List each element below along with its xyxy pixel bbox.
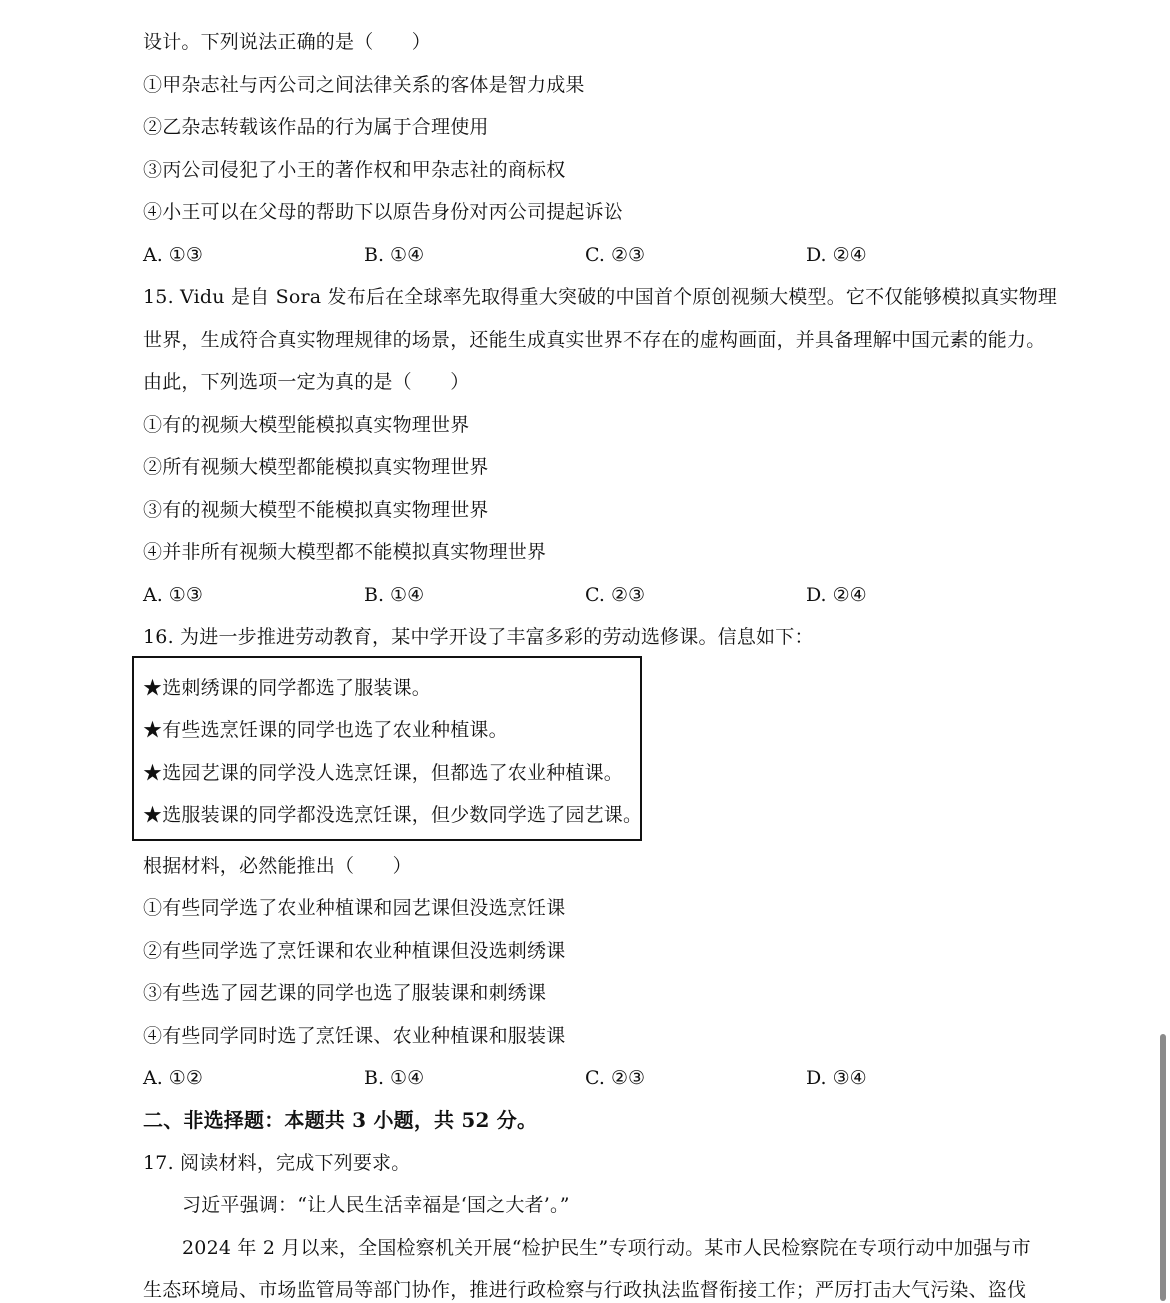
q16-box-item-3: ★选园艺课的同学没人选烹饪课，但都选了农业种植课。 [143,762,624,784]
vertical-scrollbar[interactable] [1156,0,1170,1301]
q15-item-4: ④并非所有视频大模型都不能模拟真实物理世界 [143,541,547,563]
q16-item-3: ③有些选了园艺课的同学也选了服装课和刺绣课 [143,982,547,1004]
q14-option-c: C. ②③ [585,244,646,266]
section-2-title: 二、非选择题：本题共 3 小题，共 52 分。 [143,1108,538,1132]
q14-stem-tail: 设计。下列说法正确的是（ ） [143,31,432,53]
q16-item-2: ②有些同学选了烹饪课和农业种植课但没选刺绣课 [143,940,566,962]
q15-item-1: ①有的视频大模型能模拟真实物理世界 [143,414,470,436]
q15-stem-line-3: 由此，下列选项一定为真的是（ ） [143,371,470,393]
q15-stem-line-1: 15. Vidu 是自 Sora 发布后在全球率先取得重大突破的中国首个原创视频大模型。它不仅能够模拟真实物理 [143,286,1058,308]
q16-option-b: B. ①④ [364,1067,425,1089]
q14-option-a: A. ①③ [143,244,203,266]
q16-option-a: A. ①② [143,1067,203,1089]
q16-box-item-4: ★选服装课的同学都没选烹饪课，但少数同学选了园艺课。 [143,804,643,826]
q16-question: 根据材料，必然能推出（ ） [143,855,412,877]
q16-box-item-2: ★有些选烹饪课的同学也选了农业种植课。 [143,719,508,741]
q15-option-c: C. ②③ [585,584,646,606]
q15-option-b: B. ①④ [364,584,425,606]
q14-item-1: ①甲杂志社与丙公司之间法律关系的客体是智力成果 [143,74,585,96]
scrollbar-thumb[interactable] [1160,1034,1166,1301]
q17-quote: 习近平强调：“让人民生活幸福是‘国之大者’。” [182,1194,570,1216]
q16-item-4: ④有些同学同时选了烹饪课、农业种植课和服装课 [143,1025,566,1047]
q15-stem-line-2: 世界，生成符合真实物理规律的场景，还能生成真实世界不存在的虚构画面，并具备理解中国元素的能力。 [143,329,1046,351]
q16-option-d: D. ③④ [806,1067,867,1089]
q16-item-1: ①有些同学选了农业种植课和园艺课但没选烹饪课 [143,897,566,919]
q14-option-d: D. ②④ [806,244,867,266]
q16-stem: 16. 为进一步推进劳动教育，某中学开设了丰富多彩的劳动选修课。信息如下： [143,626,814,648]
q17-para-line-1: 2024 年 2 月以来，全国检察机关开展“检护民生”专项行动。某市人民检察院在专项行动中加强与市 [182,1237,1031,1259]
q14-item-4: ④小王可以在父母的帮助下以原告身份对丙公司提起诉讼 [143,201,624,223]
q14-option-b: B. ①④ [364,244,425,266]
q15-item-3: ③有的视频大模型不能模拟真实物理世界 [143,499,489,521]
q16-box-item-1: ★选刺绣课的同学都选了服装课。 [143,677,432,699]
q15-item-2: ②所有视频大模型都能模拟真实物理世界 [143,456,489,478]
q17-para-line-2: 生态环境局、市场监管局等部门协作，推进行政检察与行政执法监督衔接工作；严厉打击大气污染、盗伐 [143,1279,1027,1301]
q14-item-2: ②乙杂志转载该作品的行为属于合理使用 [143,116,489,138]
q16-option-c: C. ②③ [585,1067,646,1089]
q17-stem: 17. 阅读材料，完成下列要求。 [143,1152,411,1174]
q15-option-a: A. ①③ [143,584,203,606]
q14-item-3: ③丙公司侵犯了小王的著作权和甲杂志社的商标权 [143,159,566,181]
q15-option-d: D. ②④ [806,584,867,606]
